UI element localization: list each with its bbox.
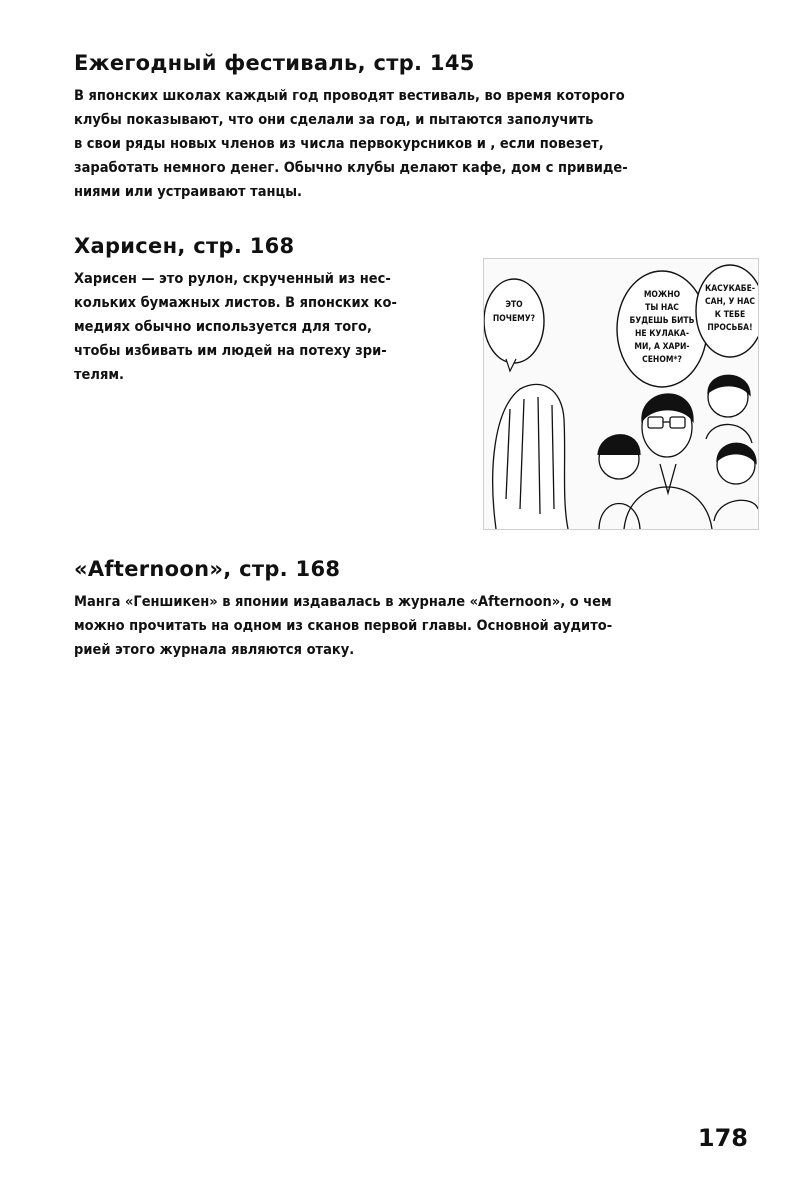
bubble-center-line: МИ, А ХАРИ- bbox=[634, 342, 690, 352]
paragraph-afternoon bbox=[74, 590, 734, 662]
bubble-left-line: ЭТО bbox=[505, 300, 523, 310]
text-line: заработать немного денег. Обычно клубы делают кафе, дом с привиде- bbox=[74, 160, 628, 176]
text-line: рией этого журнала являются отаку. bbox=[74, 642, 355, 658]
text-line: ниями или устраивают танцы. bbox=[74, 184, 302, 200]
text-line: В японских школах каждый год проводят вестиваль, во время которого bbox=[74, 88, 625, 104]
bubble-left-line: ПОЧЕМУ? bbox=[492, 314, 536, 324]
section-festival bbox=[74, 50, 734, 204]
text-line: медиях обычно используется для того, bbox=[74, 319, 372, 335]
speech-bubble-center bbox=[617, 271, 707, 387]
text-line: чтобы избивать им людей на потеху зри- bbox=[74, 343, 387, 359]
bubble-right-line: К ТЕБЕ bbox=[714, 310, 746, 320]
section-harisen bbox=[74, 233, 464, 387]
bubble-center-line: БУДЕШЬ БИТЬ bbox=[629, 316, 695, 326]
text-line: Харисен — это рулон, скрученный из нес- bbox=[74, 271, 391, 287]
speech-bubble-right bbox=[696, 265, 758, 357]
speech-bubble-left bbox=[484, 279, 544, 371]
paragraph-harisen bbox=[74, 267, 464, 387]
heading-festival: Ежегодный фестиваль, стр. 145 bbox=[74, 51, 475, 75]
manga-panel-illustration bbox=[483, 258, 759, 530]
bubble-center-line: СЕНОМ*? bbox=[642, 355, 682, 365]
manga-characters bbox=[493, 375, 758, 529]
section-afternoon bbox=[74, 556, 734, 662]
bubble-right-line: САН, У НАС bbox=[705, 297, 755, 307]
text-line: в свои ряды новых членов из числа первокурсников и , если повезет, bbox=[74, 136, 604, 152]
page-number: 178 bbox=[697, 1124, 748, 1152]
text-line: клубы показывают, что они сделали за год, и пытаются заполучить bbox=[74, 112, 594, 128]
paragraph-festival bbox=[74, 84, 734, 204]
heading-harisen: Харисен, стр. 168 bbox=[74, 234, 295, 258]
text-line: телям. bbox=[74, 367, 124, 383]
text-line: Манга «Геншикен» в японии издавалась в журнале «Afternoon», о чем bbox=[74, 594, 612, 610]
text-line: кольких бумажных листов. В японских ко- bbox=[74, 295, 397, 311]
bubble-right-line: ПРОСЬБА! bbox=[707, 323, 753, 333]
bubble-right-line: КАСУКАБЕ- bbox=[704, 284, 756, 294]
manga-drawing bbox=[484, 259, 758, 529]
heading-afternoon: «Afternoon», стр. 168 bbox=[74, 557, 341, 581]
bubble-center-line: НЕ КУЛАКА- bbox=[634, 329, 690, 339]
text-line: можно прочитать на одном из сканов первой главы. Основной аудито- bbox=[74, 618, 613, 634]
bubble-center-line: МОЖНО bbox=[643, 290, 681, 300]
bubble-center-line: ТЫ НАС bbox=[645, 303, 679, 313]
